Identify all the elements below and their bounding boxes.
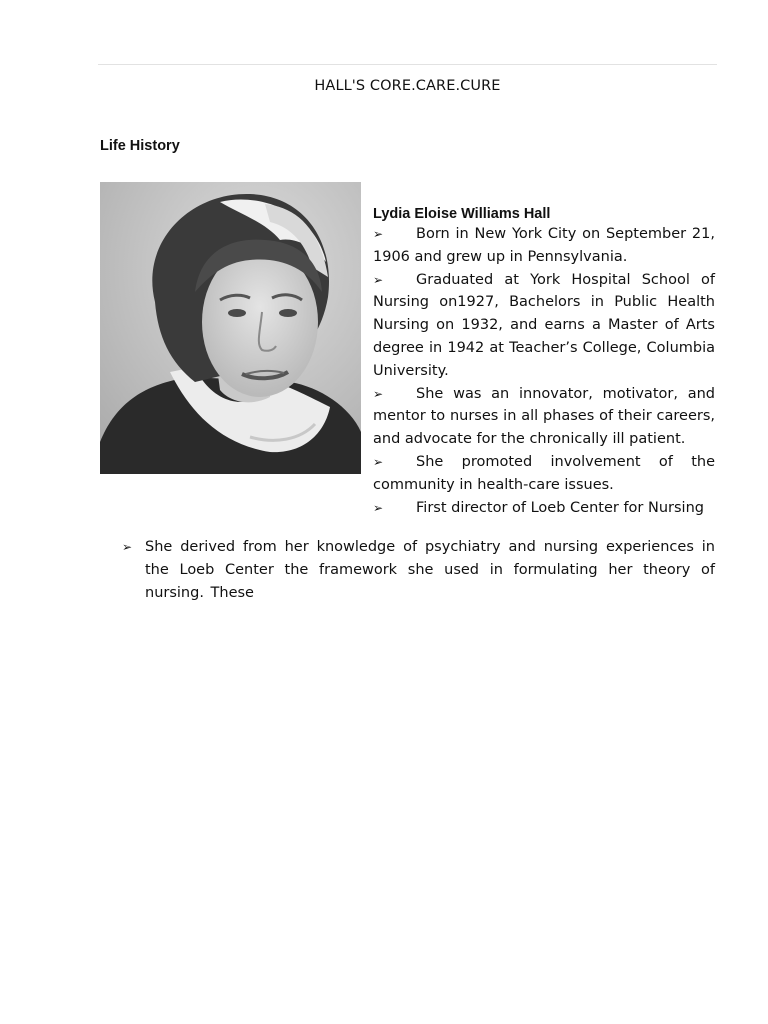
continued-bullet (122, 536, 715, 604)
bio-fact-text: Graduated at York Hospital School of Nursing on1927, Bachelors in Public Health Nursing on 1932, and earns a Master of Arts degree in 1942 at Teacher’s College, Columbia University. (373, 271, 715, 379)
person-name: Lydia Eloise Williams Hall (373, 206, 551, 222)
bio-fact (373, 223, 715, 269)
bio-block (373, 205, 715, 519)
arrow-bullet-icon: ➢ (373, 500, 384, 515)
bio-fact-text: First director of Loeb Center for Nursing (416, 499, 704, 516)
portrait-illustration (100, 182, 361, 474)
document-title: HALL'S CORE.CARE.CURE (314, 78, 501, 94)
bio-fact (373, 383, 715, 451)
header-rule (98, 64, 717, 65)
arrow-bullet-icon: ➢ (373, 454, 384, 469)
arrow-bullet-icon: ➢ (373, 386, 384, 401)
arrow-bullet-icon: ➢ (122, 540, 133, 554)
continued-bullet-text: She derived from her knowledge of psychiatry and nursing experiences in the Loeb Center the framework she used in formulating her theory of nursing. These (145, 539, 715, 601)
arrow-bullet-icon: ➢ (373, 272, 384, 287)
portrait-photo (100, 182, 361, 474)
bio-fact (373, 269, 715, 383)
bio-fact (373, 497, 715, 520)
section-heading: Life History (100, 138, 180, 154)
arrow-bullet-icon: ➢ (373, 227, 384, 241)
bio-fact-text: Born in New York City on September 21, 1906 and grew up in Pennsylvania. (373, 226, 715, 265)
bio-fact (373, 451, 715, 497)
bio-fact-text: She was an innovator, motivator, and mentor to nurses in all phases of their careers, and advocate for the chronically ill patient. (373, 385, 715, 448)
bio-fact-text: She promoted involvement of the community in health-care issues. (373, 453, 715, 493)
